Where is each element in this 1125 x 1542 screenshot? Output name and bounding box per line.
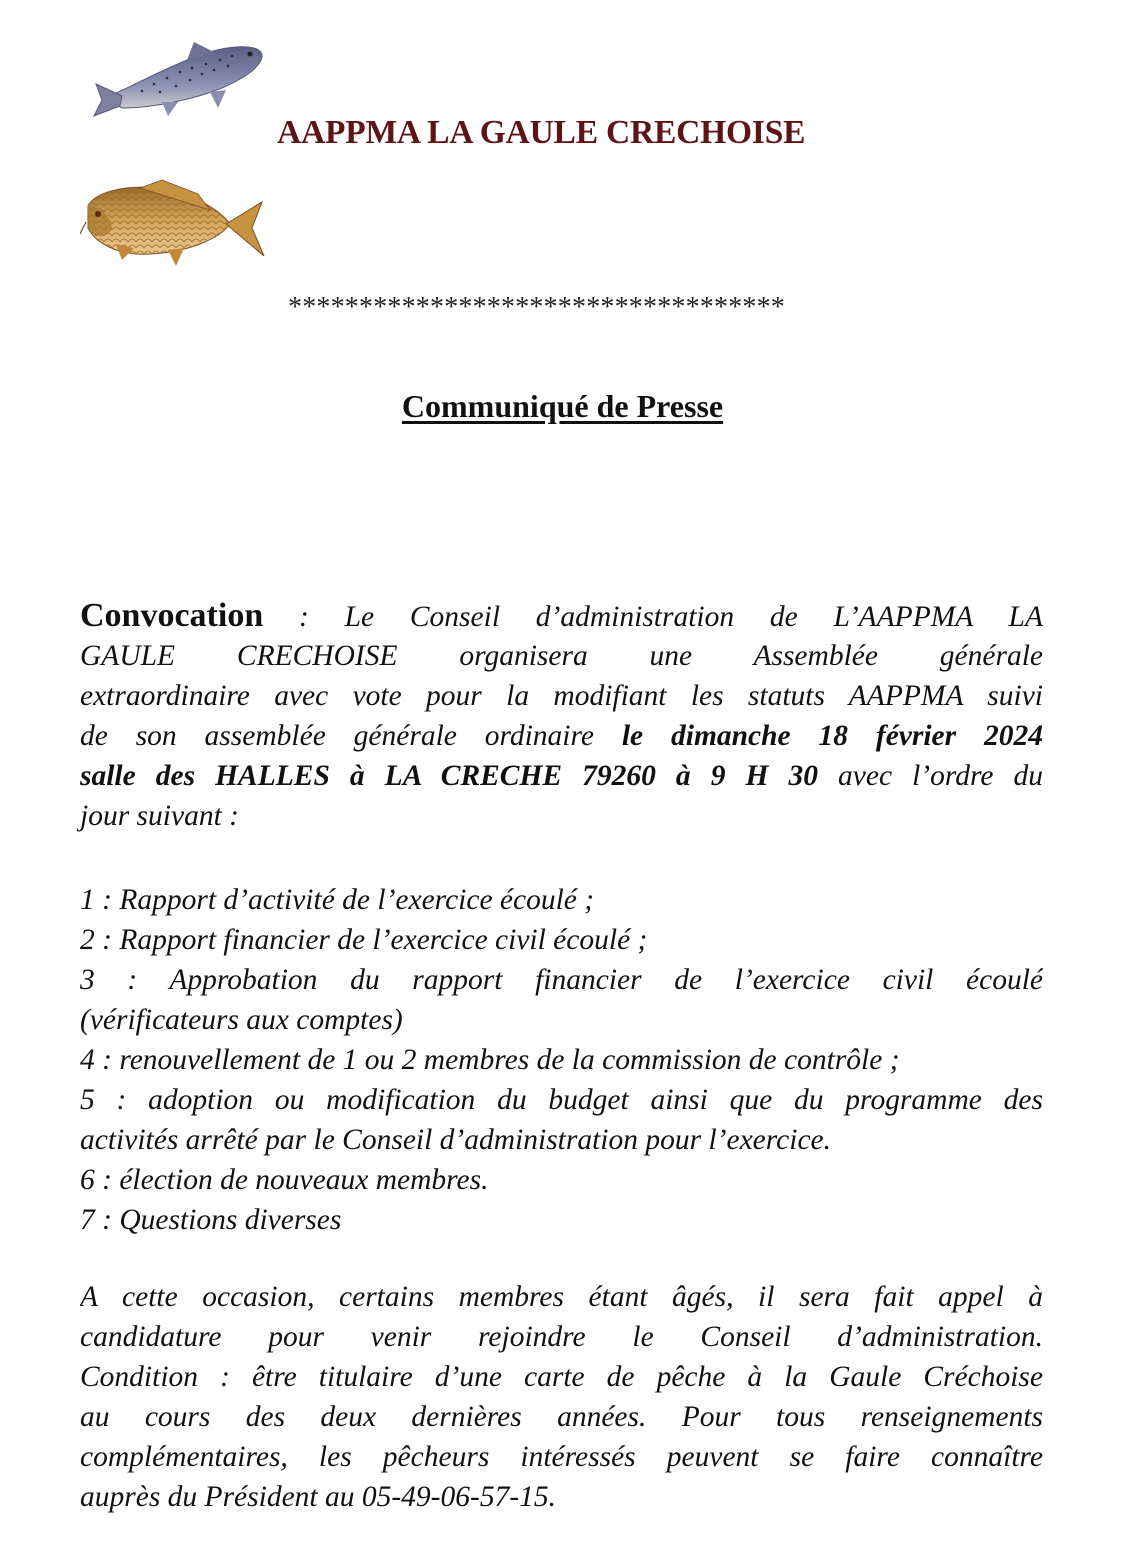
convocation-text: de son assemblée générale ordinaire (80, 720, 622, 752)
convocation-line: GAULE CRECHOISE organisera une Assemblée générale (80, 640, 1043, 672)
club-title: AAPPMA LA GAULE CRECHOISE (277, 114, 806, 151)
agenda-item: 7 : Questions diverses (80, 1204, 342, 1236)
agenda-item: 2 : Rapport financier de l’exercice civil écoulé ; (80, 924, 648, 956)
agenda-item: activités arrêté par le Conseil d’administration pour l’exercice. (80, 1124, 832, 1156)
closing-line: Condition : être titulaire d’une carte de pêche à la Gaule Créchoise (80, 1361, 1043, 1393)
agenda-item: 3 : Approbation du rapport financier de l’exercice civil écoulé (80, 964, 1043, 996)
convocation-text: avec l’ordre du (817, 760, 1043, 792)
agenda-item: 4 : renouvellement de 1 ou 2 membres de la commission de contrôle ; (80, 1044, 900, 1076)
agenda-item: 6 : élection de nouveaux membres. (80, 1164, 489, 1196)
convocation-line (80, 756, 1043, 796)
carp-fish-icon (80, 176, 270, 271)
separator-stars: *********************************** (288, 292, 785, 323)
convocation-line (80, 716, 1043, 756)
closing-line: A cette occasion, certains membres étant âgés, il sera fait appel à (80, 1281, 1043, 1313)
meeting-date: le dimanche 18 février 2024 (621, 720, 1043, 752)
convocation-text: : Le Conseil d’administration de L’AAPPMA LA (263, 601, 1043, 633)
closing-paragraph (80, 1277, 1043, 1517)
agenda-list (80, 880, 1043, 1240)
closing-line: au cours des deux dernières années. Pour tous renseignements (80, 1401, 1043, 1433)
convocation-lead: Convocation (80, 597, 264, 634)
convocation-paragraph (80, 596, 1043, 836)
closing-line: complémentaires, les pêcheurs intéressés peuvent se faire connaître (80, 1441, 1043, 1473)
meeting-place-time: salle des HALLES à LA CRECHE 79260 à 9 H 30 (80, 760, 818, 792)
trout-fish-icon (82, 36, 267, 126)
agenda-item: 1 : Rapport d’activité de l’exercice écoulé ; (80, 884, 595, 916)
convocation-line: extraordinaire avec vote pour la modifiant les statuts AAPPMA suivi (80, 680, 1043, 712)
closing-line: candidature pour venir rejoindre le Conseil d’administration. (80, 1321, 1043, 1353)
convocation-line (80, 596, 1043, 636)
agenda-item: (vérificateurs aux comptes) (80, 1004, 403, 1036)
convocation-line: jour suivant : (80, 800, 239, 832)
closing-line: auprès du Président au 05-49-06-57-15. (80, 1481, 557, 1513)
page-heading: Communiqué de Presse (401, 388, 724, 424)
agenda-item: 5 : adoption ou modification du budget ainsi que du programme des (80, 1084, 1043, 1116)
